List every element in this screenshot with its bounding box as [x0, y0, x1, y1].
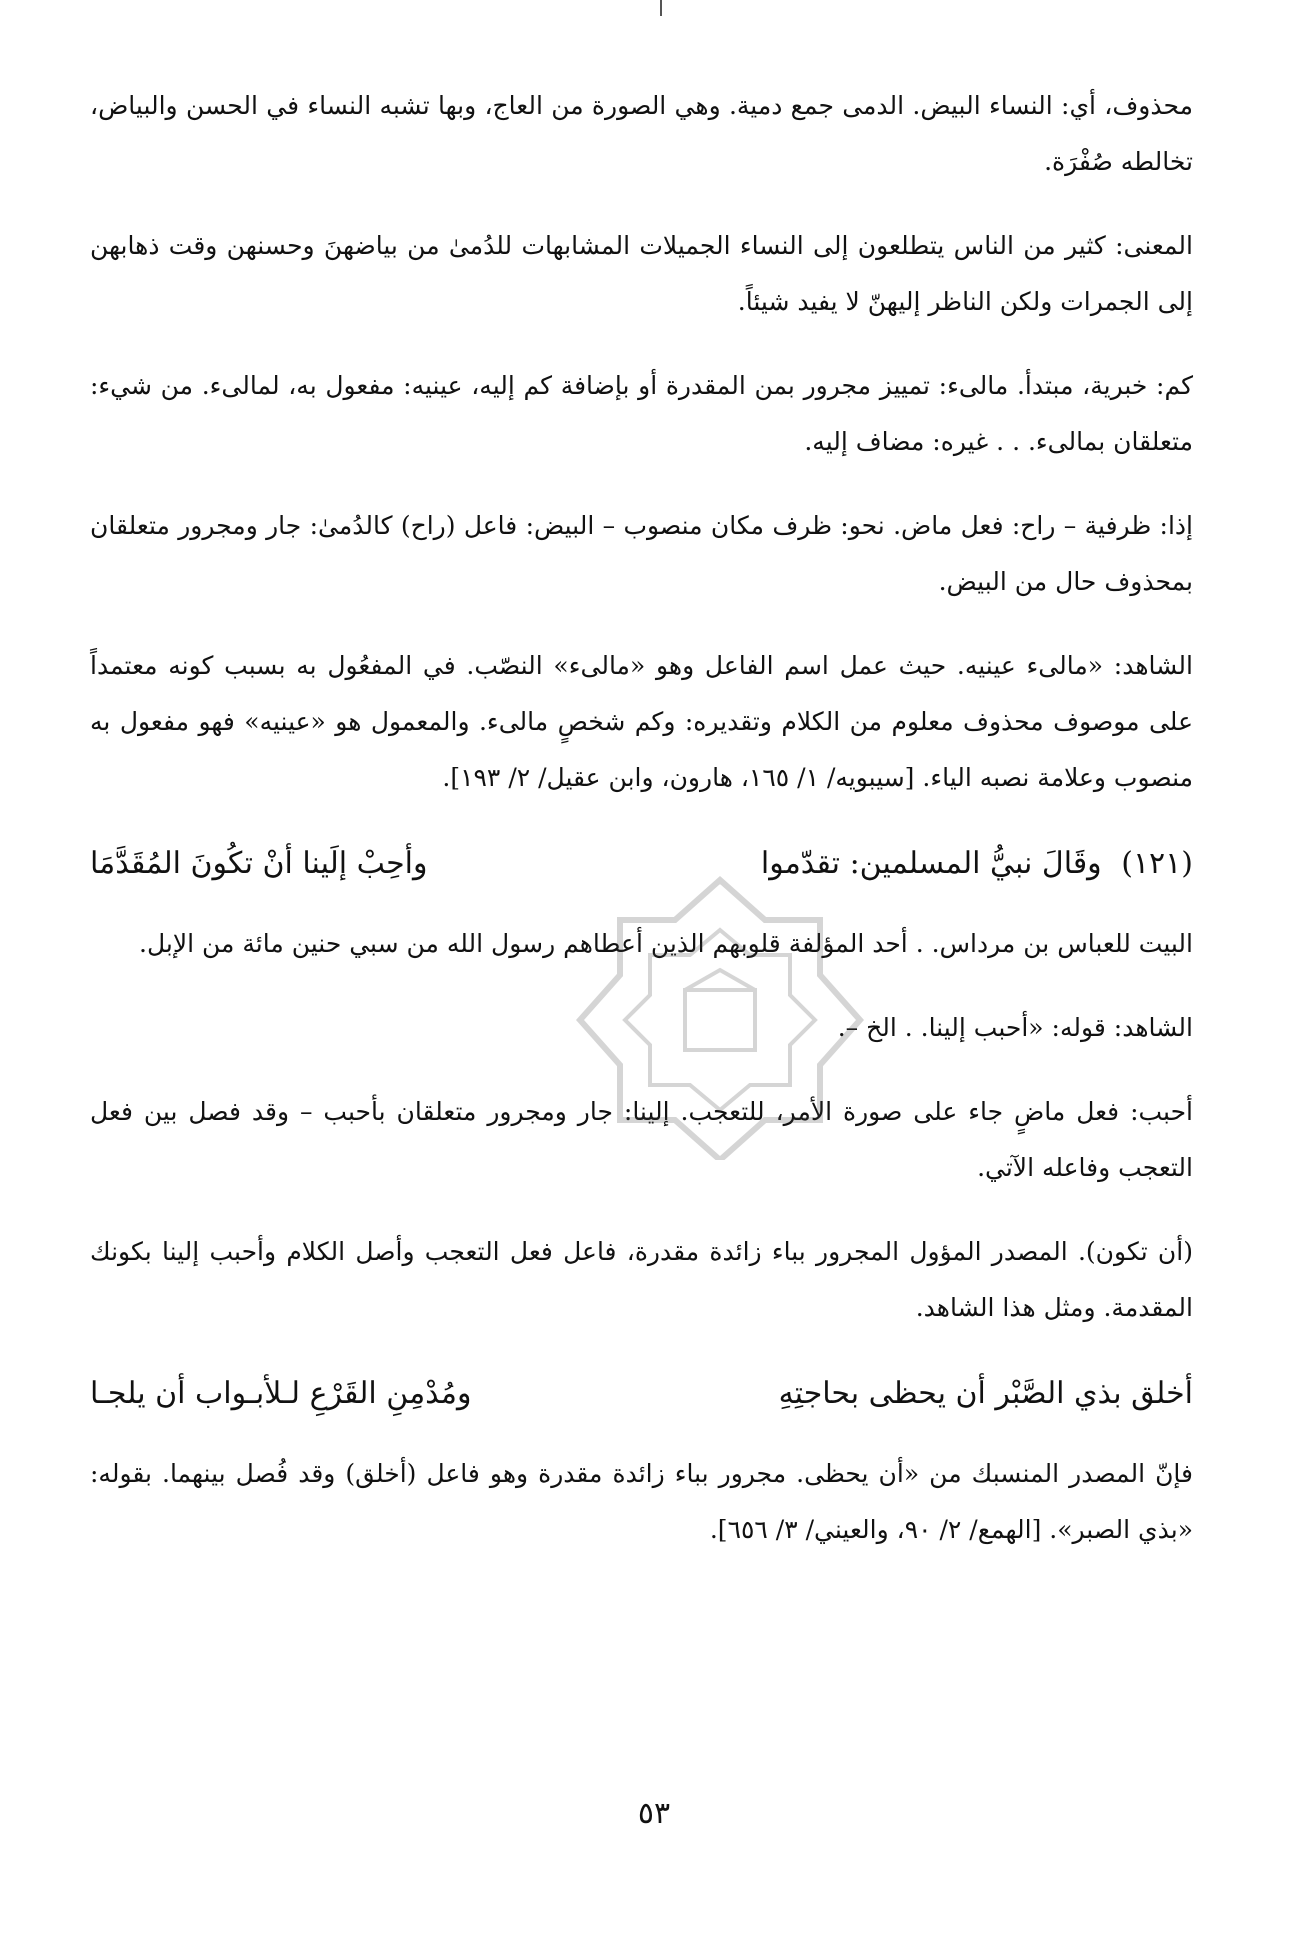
paragraph: محذوف، أي: النساء البيض. الدمى جمع دمية. وهي الصورة من العاج، وبها تشبه النساء في الحسن والبياض، تخالطه صُفْرَة. — [90, 91, 1193, 176]
page-text — [90, 78, 1193, 1558]
scan-mark — [660, 0, 662, 16]
verse-second-hemistich: ومُدْمِنِ القَرْعِ لـلأبـواب أن يلجـا — [90, 1376, 472, 1411]
page-number: ٥٣ — [637, 1796, 671, 1831]
paragraph: كم: خبرية، مبتدأ. مالىء: تمييز مجرور بمن المقدرة أو بإضافة كم إليه، عينيه: مفعول به، لمالىء. من شيء: متعلقان بمالىء. . . غيره: مضاف إليه. — [90, 371, 1193, 456]
paragraph: الشاهد: «مالىء عينيه. حيث عمل اسم الفاعل وهو «مالىء» النصّب. في المفعُول به بسبب كونه معتمداً على موصوف محذوف معلوم من الكلام وتقديره: وكم شخصٍ مالىء. والمعمول هو «عينيه» فهو مفعول به منصوب وعلامة نصبه الياء. [سيبويه/ ١/ ١٦٥، هارون، وابن عقيل/ ٢/ ١٩٣]. — [90, 651, 1193, 792]
verse-quoted — [90, 1364, 1193, 1424]
verse-121 — [90, 834, 1193, 894]
verse-first-hemistich: وقَالَ نبيُّ المسلمين: تقدّموا — [760, 846, 1102, 881]
verse-first-half — [761, 834, 1193, 894]
paragraph: (أن تكون). المصدر المؤول المجرور بباء زائدة مقدرة، فاعل فعل التعجب وأصل الكلام وأحبب إلينا بكونك المقدمة. ومثل هذا الشاهد. — [90, 1237, 1193, 1322]
paragraph: أحبب: فعل ماضٍ جاء على صورة الأمر، للتعجب. إلينا: جار ومجرور متعلقان بأحبب – وقد فصل بين فعل التعجب وفاعله الآتي. — [90, 1097, 1193, 1182]
paragraph: البيت للعباس بن مرداس. . أحد المؤلفة قلوبهم الذين أعطاهم رسول الله من سبي حنين مائة من الإبل. — [139, 929, 1193, 958]
paragraph: إذا: ظرفية – راح: فعل ماض. نحو: ظرف مكان منصوب – البيض: فاعل (راح) كالدُمىٰ: جار ومجرور متعلقان بمحذوف حال من البيض. — [90, 511, 1193, 596]
paragraph: فإنّ المصدر المنسبك من «أن يحظى. مجرور بباء زائدة مقدرة وهو فاعل (أخلق) وقد فُصل بينهما. بقوله: «بذي الصبر». [الهمع/ ٢/ ٩٠، والعيني/ ٣/ ٦٥٦]. — [90, 1459, 1193, 1544]
paragraph: المعنى: كثير من الناس يتطلعون إلى النساء الجميلات المشابهات للدُمىٰ من بياضهنَ وحسنهن وقت ذهابهن إلى الجمرات ولكن الناظر إليهنّ لا يفيد شيئاً. — [90, 231, 1193, 316]
verse-number: (١٢١) — [1121, 846, 1193, 881]
verse-second-hemistich: وأحِبْ إلَينا أنْ تكُونَ المُقَدَّمَا — [90, 846, 428, 881]
paragraph: الشاهد: قوله: «أحبب إلينا. . الخ –. — [837, 1013, 1193, 1042]
verse-first-hemistich: أخلق بذي الصَّبْر أن يحظى بحاجتِهِ — [778, 1376, 1193, 1411]
